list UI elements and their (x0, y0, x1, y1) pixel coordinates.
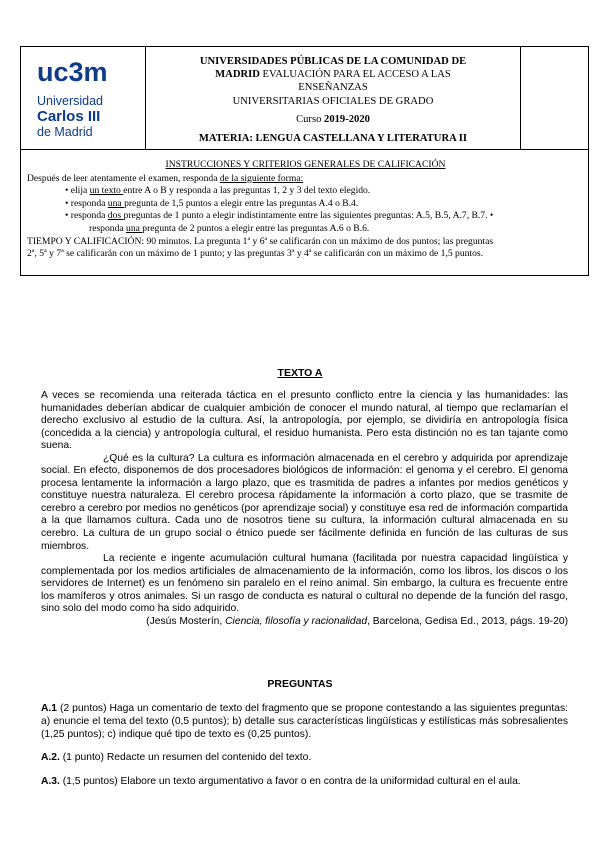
subject-line: MATERIA: LENGUA CASTELLANA Y LITERATURA II (198, 133, 468, 145)
header-title (146, 47, 521, 149)
b2-b: pregunta de 1,5 puntos a elegir entre las preguntas A.4 o B.4. (124, 197, 359, 209)
instructions-title: INSTRUCCIONES Y CRITERIOS GENERALES DE CALIFICACIÓN (165, 159, 446, 170)
logo-line3: de Madrid (37, 125, 93, 139)
question-a3-text: (1,5 puntos) Elabore un texto argumentativo a favor o en contra de la uniformidad cultural en el aula. (59, 776, 521, 787)
b3-b: preguntas de 1 punto a elegir indistintamente entre las siguientes preguntas: A.5, B.5, A.7, B.7. • (123, 210, 494, 222)
instruction-bullet-2 (27, 198, 584, 211)
text-paragraph-3: La reciente e ingente acumulación cultural humana (facilitada por nuestra capacidad lingüística y complementada por los medios artificiales de almacenamiento de la información, como los libros, los discos o los servidores de Internet) es un fenómeno sin paralelo en el reino animal. Sin embargo, la cultura es frecuente entre los mamíferos y otros animales. Si un rasgo de conducta es natural o cultural no depende de la función del rasgo, sino solo del modo como ha sido adquirido. (41, 553, 568, 615)
question-a2 (41, 752, 568, 765)
intro-underlined: de la siguiente forma: (219, 172, 304, 184)
text-a-title: TEXTO A (277, 367, 323, 379)
b2-u: una (107, 197, 125, 209)
question-a2-text: (1 punto) Redacte un resumen del contenido del texto. (59, 752, 312, 763)
header-title-line4: UNIVERSITARIAS OFICIALES DE GRADO (232, 95, 434, 107)
question-a2-label: A.2. (41, 752, 60, 763)
logo-line2: Carlos III (37, 108, 101, 125)
question-a3-label: A.3. (41, 776, 60, 787)
time-grading-line1: TIEMPO Y CALIFICACIÓN: 90 minutos. La pregunta 1ª y 6ª se calificarán con un máximo de dos puntos; las preguntas (27, 235, 494, 247)
logo-line1: Universidad (37, 94, 104, 108)
header-blank-cell (521, 47, 588, 149)
instruction-bullet-1 (27, 185, 584, 198)
text-paragraph-1: A veces se recomienda una reiterada táctica en el presunto conflicto entre la ciencia y las humanidades: las humanidades deberían abdicar de cualquier ambición de conocer el mundo natural, al tiempo que reclamarían el derecho exclusivo al estudio de la cultura. Así, la antropología, por ejemplo, se dividiría en antropología física (concedida a la ciencia) y antropología cultural, el residuo humanista. Pero esta distinción no es tan tajante como suena. (41, 390, 568, 452)
course-value: 2019-2020 (324, 113, 370, 125)
question-a3 (41, 776, 568, 789)
b2-a: • responda (65, 197, 108, 209)
b4-a: responda (89, 222, 127, 234)
logo-brand: uc3m (37, 57, 108, 87)
madrid-word: MADRID (215, 69, 260, 81)
questions-title: PREGUNTAS (267, 678, 333, 690)
logo-cell (21, 47, 146, 149)
text-paragraph-2: ¿Qué es la cultura? La cultura es información almacenada en el cerebro y adquirida por aprendizaje social. En efecto, disponemos de dos procesadores biológicos de información: el genoma y el cerebro. El genoma procesa lentamente la información a largo plazo, que es trasmitida de padres a infantes por medios genéticos y constituye nuestra naturaleza. El cerebro procesa rápidamente la información a corto plazo, que se trasmite de cerebro a cerebro por medios no genéticos (por aprendizaje social) y constituye esa red de información compartida a la que llamamos cultura. Cada uno de nosotros tiene su cultura, la información cultural almacenada en su cerebro. La cultura de un grupo social o étnico puede ser fácilmente definida en función de las culturas de sus miembros. (41, 452, 568, 552)
b3-u: dos (107, 210, 124, 222)
header-title-line3: ENSEÑANZAS (298, 82, 368, 94)
time-grading-line2: 2ª, 5ª y 7ª se calificarán con un máximo de 1 punto; y las preguntas 3ª y 4ª se calificarán con un máximo de 1,5 puntos. (27, 248, 484, 260)
citation-publisher: , Barcelona, Gedisa Ed., 2013, págs. 19-20) (367, 615, 568, 627)
b1-a: • elija (65, 185, 90, 197)
header-title-line2 (146, 68, 520, 81)
b1-b: entre A o B y responda a las preguntas 1, 2 y 3 del texto elegido. (123, 185, 371, 197)
b3-a: • responda (65, 210, 108, 222)
intro-text: Después de leer atentamente el examen, responda (27, 172, 220, 184)
header-title-line2-rest: EVALUACIÓN PARA EL ACCESO A LAS (259, 69, 451, 81)
b1-u: un texto (89, 185, 124, 197)
uc3m-logo (35, 57, 135, 141)
course-line (146, 113, 520, 126)
question-a1 (41, 703, 568, 742)
header-title-line1: UNIVERSIDADES PÚBLICAS DE LA COMUNIDAD DE (199, 56, 467, 67)
b4-b: pregunta de 2 puntos a elegir entre las preguntas A.6 o B.6. (142, 222, 370, 234)
question-a1-label: A.1 (41, 703, 58, 714)
instruction-bullet-4 (27, 223, 584, 236)
instruction-bullet-3 (27, 210, 584, 223)
citation (41, 616, 568, 629)
instructions-box (20, 150, 589, 276)
citation-book-title: Ciencia, filosofía y racionalidad (225, 615, 368, 627)
citation-author: (Jesús Mosterín, (146, 615, 226, 627)
text-a-body (41, 390, 568, 628)
instructions-intro (27, 173, 584, 186)
exam-header (20, 46, 589, 150)
question-a1-text: (2 puntos) Haga un comentario de texto del fragmento que se propone contestando a las siguientes preguntas: a) enuncie el tema del texto (0,5 puntos); b) detalle sus características lingüísticas y estilísticas más sobresalientes (1,25 puntos); c) indique qué tipo de texto es (0,25 puntos). (41, 703, 568, 740)
course-label: Curso (296, 113, 325, 125)
b4-u: una (126, 222, 143, 234)
